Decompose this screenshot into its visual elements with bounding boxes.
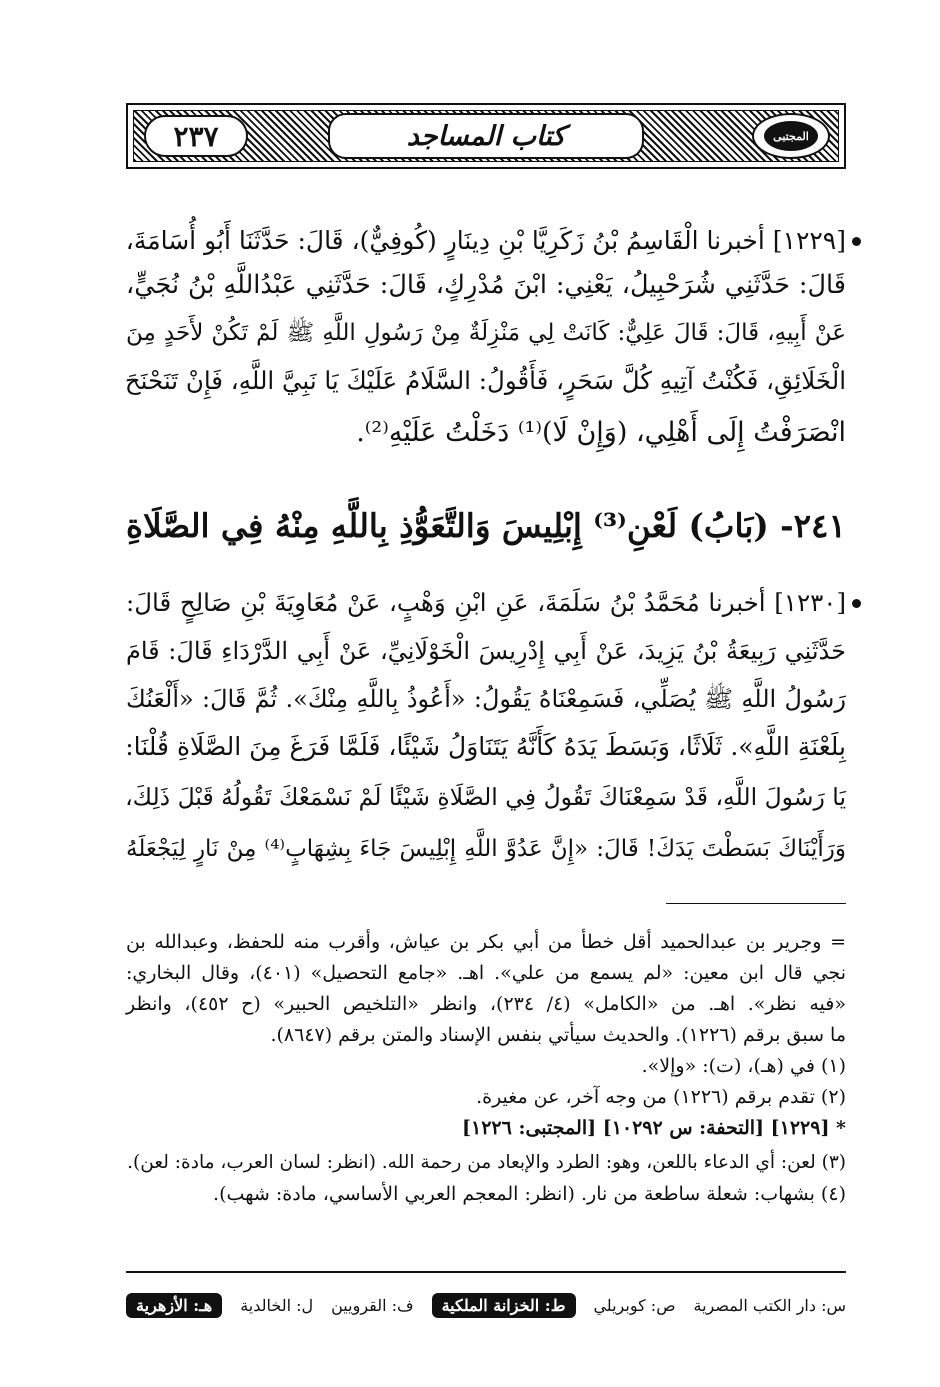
footnote-line: (٣) لعن: أي الدعاء باللعن، وهو: الطرد والإبعاد من رحمة الله. (انظر: لسان العرب، مادة: لعن). (127, 1152, 846, 1173)
text-line: الْخَلَائِقِ، فَكُنْتُ آتِيهِ كُلَّ سَحَرٍ، فَأَقُولُ: السَّلَامُ عَلَيْكَ يَا نَبِيَّ اللَّهِ، فَإِنْ تَنَحْنَحَ (124, 366, 846, 395)
footnote-line: «فيه نظر». اهـ. من «الكامل» (٤/ ٢٣٤)، وانظر «التلخيص الحبير» (ح ٤٥٢)، وانظر (126, 993, 846, 1015)
footnote-line: نجي قال ابن معين: «لم يسمع من علي». اهـ. «جامع التحصيل» (٤٠١)، وقال البخاري: (126, 962, 846, 984)
text-line: انْصَرَفْتُ إِلَى أَهْلِي، (وَإِنْ لَا)⁽¹⁾ دَخَلْتُ عَلَيْهِ⁽²⁾. (356, 417, 846, 448)
legend-item: س: دار الكتب المصرية (693, 1295, 846, 1315)
page-header-ornament (126, 103, 846, 169)
legend-item: ل: الخالدية (240, 1295, 314, 1315)
legend-item-badge: هـ: الأزهرية (126, 1293, 222, 1318)
text-line: قَالَ: حَدَّثَنِي شُرَحْبِيلُ، يَعْنِي: ابْنَ مُدْرِكٍ، قَالَ: حَدَّثَنِي عَبْدُاللَّهِ بْنُ نُجَيٍّ، (126, 270, 846, 300)
bullet-icon (852, 599, 861, 608)
legend-separator (126, 1271, 846, 1273)
footnote-line: * [١٢٢٩] [التحفة: س ١٠٢٩٢] [المجتبى: ١٢٢٦] (462, 1117, 846, 1139)
logo-medallion (752, 113, 830, 159)
chapter-heading: ٢٤١- (بَابُ) لَعْنِ⁽³⁾ إِبْلِيسَ وَالتَّعَوُّذِ بِاللَّهِ مِنْهُ فِي الصَّلَاةِ (126, 506, 846, 545)
text-line: يَا رَسُولَ اللَّهِ، قَدْ سَمِعْنَاكَ تَقُولُ فِي الصَّلَاةِ شَيْئًا لَمْ نَسْمَعْكَ تَقُولُهُ قَبْلَ ذَلِكَ، (125, 783, 846, 811)
footnote-line: (٤) بشهاب: شعلة ساطعة من نار. (انظر: المعجم العربي الأساسي، مادة: شهب). (213, 1183, 846, 1205)
footnote-line: (١) في (هـ)، (ت): «وإلا». (641, 1055, 846, 1077)
footnote-separator (666, 903, 846, 904)
footnote-line: (٢) تقدم برقم (١٢٢٦) من وجه آخر، عن مغيرة. (476, 1086, 846, 1108)
legend-item: ف: القرويين (331, 1295, 414, 1315)
bullet-icon (852, 237, 861, 246)
logo-icon: المجتبى (764, 121, 818, 151)
legend-item-badge: ط: الخزانة الملكية (432, 1293, 576, 1318)
page-number: ٢٣٧ (144, 115, 248, 157)
text-line: [١٢٣٠] أخبرنا مُحَمَّدُ بْنُ سَلَمَةَ، عَنِ ابْنِ وَهْبٍ، عَنْ مُعَاوِيَةَ بْنِ صَالِحٍ قَالَ: (126, 588, 846, 617)
manuscript-legend (126, 1290, 846, 1320)
footnote-line: ما سبق برقم (١٢٢٦). والحديث سيأتي بنفس الإسناد والمتن برقم (٨٦٤٧). (270, 1024, 846, 1046)
text-line: بِلَعْنَةِ اللَّهِ». ثَلَاثًا، وَبَسَطَ يَدَهُ كَأَنَّهُ يَتَنَاوَلُ شَيْئًا، فَلَمَّا فَرَغَ مِنَ الصَّلَاةِ قُلْنَا: (125, 732, 846, 761)
running-title (328, 113, 644, 159)
footnote-line: = وجرير بن عبدالحميد أقل خطأ من أبي بكر بن عياش، وأقرب منه للحفظ، وعبدالله بن (126, 931, 846, 953)
text-line: [١٢٢٩] أخبرنا الْقَاسِمُ بْنُ زَكَرِيَّا بْنِ دِينَارٍ (كُوفِيٌّ)، قَالَ: حَدَّثَنَا أَبُو أُسَامَةَ، (125, 226, 846, 255)
text-line: رَسُولُ اللَّهِ ﷺ يُصَلِّي، فَسَمِعْنَاهُ يَقُولُ: «أَعُوذُ بِاللَّهِ مِنْكَ». ثُمَّ قَالَ: «أَلْعَنُكَ (126, 685, 846, 713)
text-line: عَنْ أَبِيهِ، قَالَ: قَالَ عَلِيٌّ: كَانَتْ لِي مَنْزِلَةٌ مِنْ رَسُولِ اللَّهِ ﷺ لَمْ تَكُنْ لأَحَدٍ مِنَ (126, 320, 846, 346)
legend-item: ص: كوبريلي (593, 1295, 676, 1315)
book-title: كتاب المساجد (406, 120, 566, 152)
text-line: حَدَّثَنِي رَبِيعَةُ بْنُ يَزِيدَ، عَنْ أَبِي إِدْرِيسَ الْخَوْلَانِيِّ، عَنْ أَبِي الدَّرْدَاءِ قَالَ: قَامَ (126, 637, 846, 665)
text-line: وَرَأَيْنَاكَ بَسَطْتَ يَدَكَ! قَالَ: «إِنَّ عَدُوَّ اللَّهِ إِبْلِيسَ جَاءَ بِشِهَابٍ⁽⁴⁾ مِنْ نَارٍ لِيَجْعَلَهُ (126, 836, 847, 862)
